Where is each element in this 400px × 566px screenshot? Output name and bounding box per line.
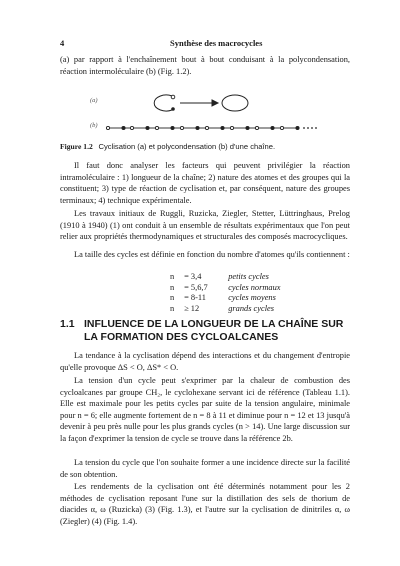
figure-drawing [60,92,350,142]
chain-end-filled [171,107,175,111]
classification-row: n = 3,4 petits cycles [170,272,269,281]
section-heading [60,318,350,344]
paragraph-tendance: La tendance à la cyclisation dépend des interactions et du changement d'entropie qu'elle provoque ΔS < O, ΔS* < O. [60,351,350,372]
figure-caption-text: Cyclisation (a) et polycondensation (b) d'une chaîne. [98,142,276,151]
classification-row: n ≥ 12 grands cycles [170,303,275,313]
figure-caption [60,142,350,152]
running-title: Synthèse des macrocycles [170,38,263,48]
open-chain-arc [154,95,172,111]
paragraph-incidence: La tension du cycle que l'on souhaite former a une incidence directe sur la facilité de son obtention. [60,458,350,479]
cyclisation-arrow [180,100,218,106]
figure-caption-number: Figure 1.2 [60,142,93,151]
figure-label-b: (b) [90,122,98,129]
page-number: 4 [60,38,65,48]
size-classification-list [170,272,320,314]
paragraph-size: La taille des cycles est définie en fonction du nombre d'atomes qu'ils contiennent : [74,250,350,259]
section-title-text: INFLUENCE DE LA LONGUEUR DE LA CHAÎNE SUR LA FORMATION DES CYCLOALCANES [84,318,344,343]
cycle-ring [222,95,248,111]
figure-1-2 [60,92,350,142]
polycondensation-chain [106,126,299,129]
paragraph-factors: Il faut donc analyser les facteurs qui peuvent privilégier la réaction intramoléculaire : 1) longueur de la chaîne; 2) nature des atomes et des groupes qui la constituent; 3) type de réaction de cyclisation et, par conséquent, nature des groupes terminaux; 4) technique expérimentale. [60,161,350,205]
chain-end-open [171,95,175,99]
continuation-dots [303,127,317,129]
intro-paragraph: (a) par rapport à l'enchaînement bout à bout conduisant à la polycondensation, réaction intermoléculaire (b) (Fig. 1.2). [60,55,350,76]
paragraph-rendements: Les rendements de la cyclisation ont été déterminés notamment pour les 2 méthodes de cyclisation reposant l'une sur la distillation des sels de thorium de diacides α, ω (Ruzicka) (3) (Fig. 1.3), et l'autre sur la cyclisation de dinitriles α, ω (Ziegler) (4) (Fig. 1.4). [60,482,350,526]
figure-label-a: (a) [90,97,98,104]
paragraph-works: Les travaux initiaux de Ruggli, Ruzicka, Ziegler, Stetter, Lüttringhaus, Prelog (1910 à 1940) (1) ont conduit à un ensemble de résultats expérimentaux que l'on peut relier aux propriétés thermodynamiques et structurales des composés macrocycliques. [60,209,350,242]
classification-row: n = 8-11 cycles moyens [170,293,276,302]
classification-row: n = 5,6,7 cycles normaux [170,282,281,292]
section-number: 1.1 [60,318,75,330]
paragraph-tension: La tension d'un cycle peut s'exprimer par la chaleur de combustion des cycloalcanes par groupe CH₂, le cyclohexane servant ici de référence (Tableau 1.1). Elle est maximale pour les petits cycles par suite de la tension angulaire, minimale pour n = 6; elle augmente fortement de n = 8 à 11 et diminue pour n = 12 et 13 jusqu'à devenir à peu près nulle pour les plus grands cycles (n > 14). Une large discussion sur la façon d'exprimer la tension de cycle se trouve dans la référence 2b. [60,376,350,443]
